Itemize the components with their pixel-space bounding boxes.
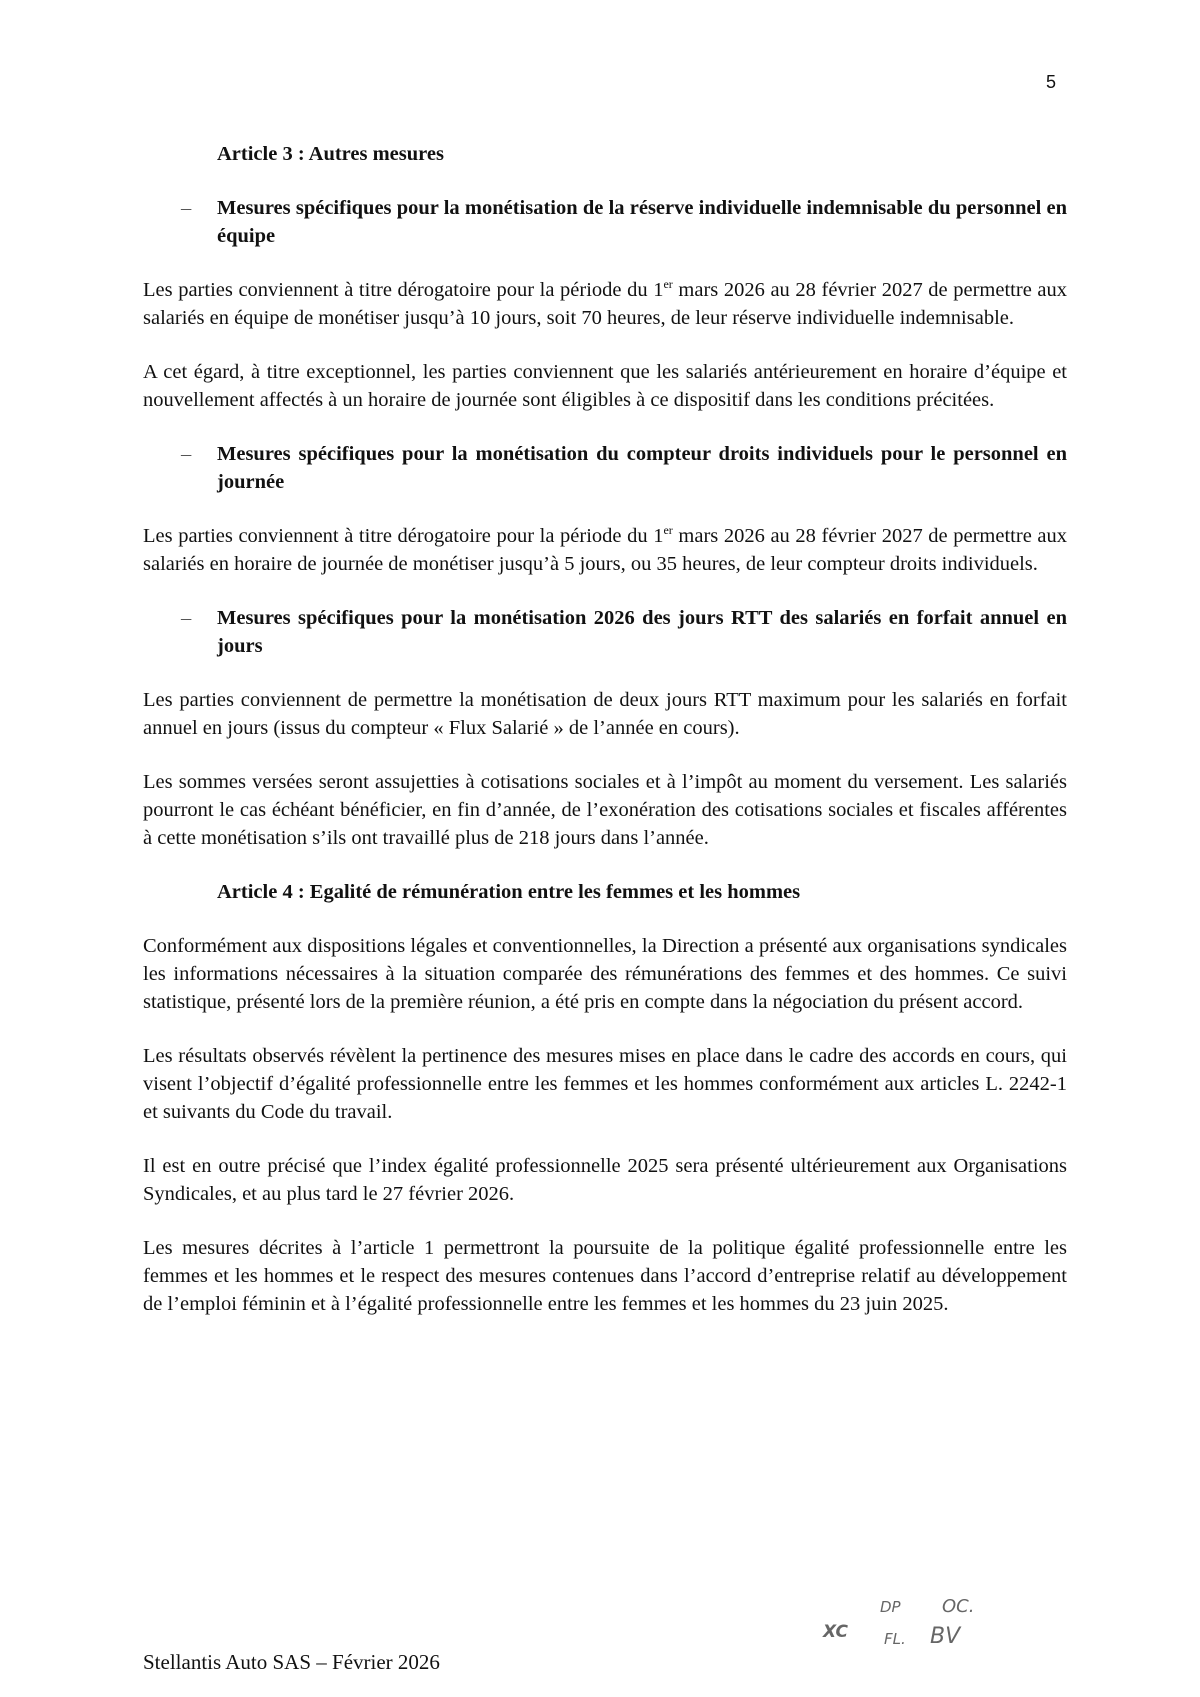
section-heading-1: – Mesures spécifiques pour la monétisation de la réserve individuelle indemnisable du personnel en équipe xyxy=(143,194,1067,250)
article-4-title: Article 4 : Egalité de rémunération entre les femmes et les hommes xyxy=(217,881,801,903)
section-heading-3: – Mesures spécifiques pour la monétisation 2026 des jours RTT des salariés en forfait annuel en jours xyxy=(143,604,1067,660)
paragraph: Les parties conviennent à titre dérogatoire pour la période du 1er mars 2026 au 28 février 2027 de permettre aux salariés en équipe de monétiser jusqu’à 10 jours, soit 70 heures, de leur réserve individuelle indemnisable. xyxy=(143,277,1067,329)
footer: Stellantis Auto SAS – Février 2026 xyxy=(143,1650,440,1674)
paragraph: Il est en outre précisé que l’index égalité professionnelle 2025 sera présenté ultérieurement aux Organisations Syndicales, et au plus tard le 27 février 2026. xyxy=(143,1155,1067,1205)
section-heading-2: – Mesures spécifiques pour la monétisation du compteur droits individuels pour le personnel en journée xyxy=(143,440,1067,496)
initials-bv: BV xyxy=(930,1624,961,1649)
initials-xc: XC xyxy=(823,1622,848,1642)
article-3-title: Article 3 : Autres mesures xyxy=(217,143,444,165)
paragraph: Les parties conviennent à titre dérogatoire pour la période du 1er mars 2026 au 28 février 2027 de permettre aux salariés en horaire de journée de monétiser jusqu’à 5 jours, ou 35 heures, de leur compteur droits individuels. xyxy=(143,523,1067,575)
dash-bullet: – xyxy=(181,197,192,219)
paragraph: Les résultats observés révèlent la pertinence des mesures mises en place dans le cadre des accords en cours, qui visent l’objectif d’égalité professionnelle entre les femmes et les hommes conformément aux articles L. 2242-1 et suivants du Code du travail. xyxy=(143,1045,1067,1123)
initials-oc: OC. xyxy=(942,1596,975,1617)
dash-bullet: – xyxy=(181,443,192,465)
initials-dp: DP xyxy=(880,1598,901,1616)
paragraph: A cet égard, à titre exceptionnel, les parties conviennent que les salariés antérieurement en horaire d’équipe et nouvellement affectés à un horaire de journée sont éligibles à ce dispositif dans les conditions précitées. xyxy=(143,361,1067,411)
paragraph: Les mesures décrites à l’article 1 permettront la poursuite de la politique égalité professionnelle entre les femmes et les hommes et le respect des mesures contenues dans l’accord d’entreprise relatif au développement de l’emploi féminin et à l’égalité professionnelle entre les femmes et les hommes du 23 juin 2025. xyxy=(143,1237,1067,1315)
paragraph: Conformément aux dispositions légales et conventionnelles, la Direction a présenté aux organisations syndicales les informations nécessaires à la situation comparée des rémunérations des femmes et des hommes. Ce suivi statistique, présenté lors de la première réunion, a été pris en compte dans la négociation du présent accord. xyxy=(143,935,1067,1013)
initials-fl: FL. xyxy=(884,1630,906,1648)
paragraph: Les sommes versées seront assujetties à cotisations sociales et à l’impôt au moment du versement. Les salariés pourront le cas échéant bénéficier, en fin d’année, de l’exonération des cotisations sociales et fiscales afférentes à cette monétisation s’ils ont travaillé plus de 218 jours dans l’année. xyxy=(143,771,1067,849)
dash-bullet: – xyxy=(181,607,192,629)
page-number: 5 xyxy=(1046,72,1057,92)
paragraph: Les parties conviennent de permettre la monétisation de deux jours RTT maximum pour les salariés en forfait annuel en jours (issus du compteur « Flux Salarié » de l’année en cours). xyxy=(143,689,1067,739)
document-body xyxy=(143,140,1067,1318)
